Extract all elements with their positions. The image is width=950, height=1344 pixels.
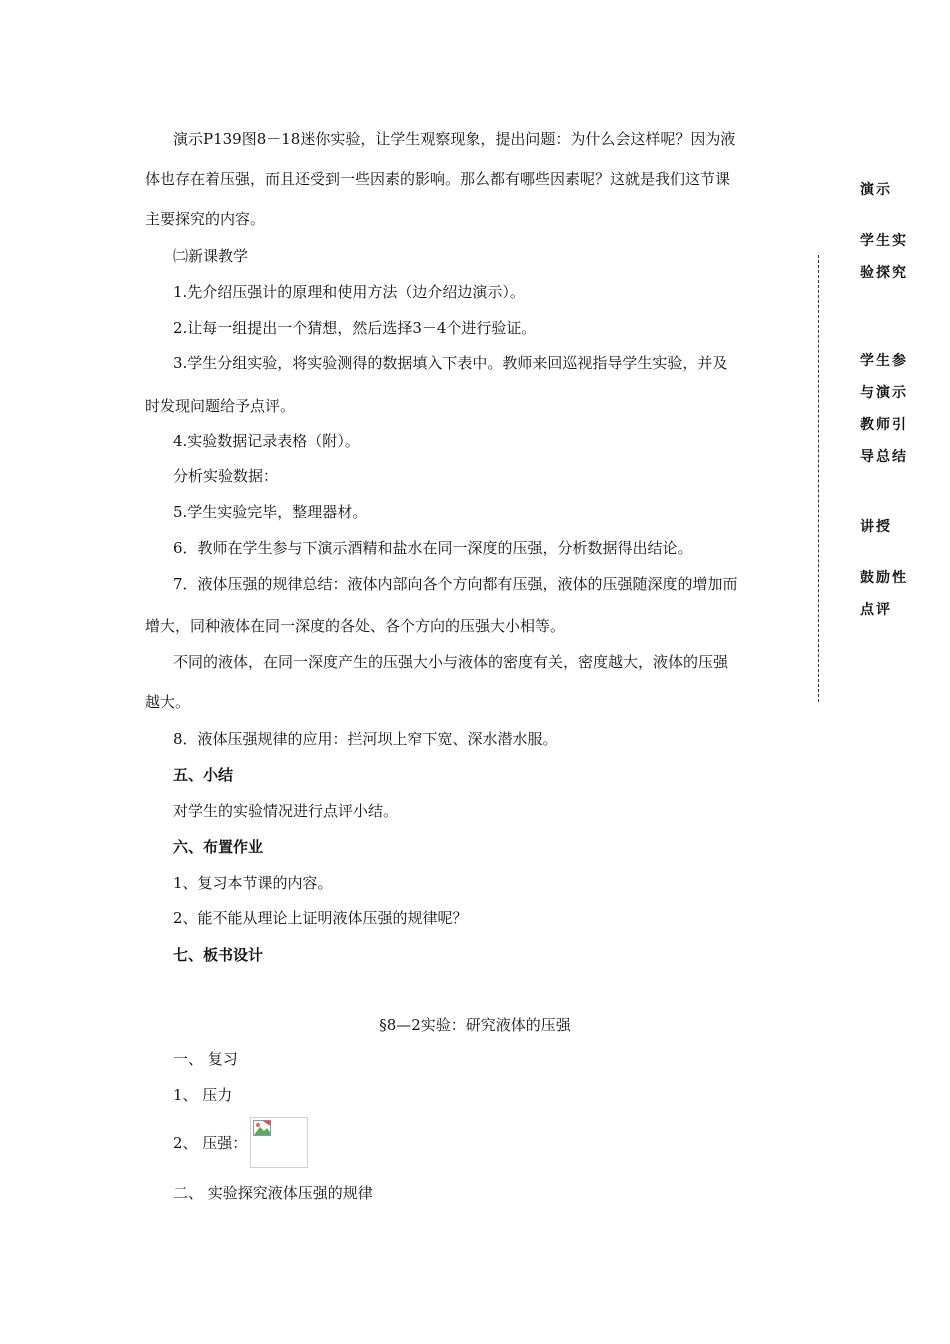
side-note-guide-2: 导总结 [860, 449, 908, 465]
homework-1: 1、复习本节课的内容。 [173, 874, 333, 892]
summary-text: 对学生的实验情况进行点评小结。 [173, 802, 399, 820]
paragraph-density-line2: 越大。 [145, 693, 191, 711]
broken-image-icon [253, 1120, 271, 1136]
side-note-student-exp-1: 学生实 [860, 233, 908, 249]
paragraph-intro-line3: 主要探究的内容。 [145, 210, 266, 228]
heading-new-lesson: ㈡新课教学 [173, 247, 249, 265]
step-8: 8．液体压强规律的应用：拦河坝上窄下宽、深水潜水服。 [173, 730, 558, 748]
side-note-participate-1: 学生参 [860, 353, 908, 369]
step-6: 6．教师在学生参与下演示酒精和盐水在同一深度的压强，分析数据得出结论。 [173, 539, 693, 557]
step-7-line1: 7．液体压强的规律总结：液体内部向各个方向都有压强，液体的压强随深度的增加而 [173, 575, 738, 593]
step-1: 1.先介绍压强计的原理和使用方法（边介绍边演示）。 [173, 283, 525, 301]
margin-dashed-line [818, 255, 819, 702]
paragraph-density-line1: 不同的液体，在同一深度产生的压强大小与液体的密度有关，密度越大，液体的压强 [173, 653, 729, 671]
side-note-lecture: 讲授 [860, 519, 892, 535]
formula-image [250, 1117, 308, 1168]
step-2: 2.让每一组提出一个猜想，然后选择3－4个进行验证。 [173, 319, 537, 337]
step-3-line2: 时发现问题给予点评。 [145, 397, 296, 415]
board-pressure: 2、 压强： [173, 1134, 248, 1152]
homework-2: 2、能不能从理论上证明液体压强的规律呢？ [173, 909, 468, 927]
side-note-encourage-1: 鼓励性 [860, 570, 908, 586]
paragraph-intro-line2: 体也存在着压强，而且还受到一些因素的影响。那么都有哪些因素呢？这就是我们这节课 [145, 170, 731, 188]
board-review: 一、 复习 [173, 1050, 238, 1068]
side-note-demo: 演示 [860, 182, 892, 198]
side-note-participate-2: 与演示 [860, 385, 908, 401]
board-title: §8—2实验：研究液体的压强 [379, 1016, 571, 1034]
board-experiment: 二、 实验探究液体压强的规律 [173, 1184, 373, 1202]
paragraph-intro-line1: 演示P139图8－18迷你实验，让学生观察现象，提出问题：为什么会这样呢？因为液 [173, 130, 736, 148]
step-5: 5.学生实验完毕，整理器材。 [173, 503, 368, 521]
step-3-line1: 3.学生分组实验，将实验测得的数据填入下表中。教师来回巡视指导学生实验，并及 [173, 354, 728, 372]
side-note-student-exp-2: 验探究 [860, 265, 908, 281]
heading-board-design: 七、板书设计 [173, 946, 264, 964]
step-7-line2: 增大，同种液体在同一深度的各处、各个方向的压强大小相等。 [145, 617, 566, 635]
heading-homework: 六、布置作业 [173, 838, 264, 856]
heading-summary: 五、小结 [173, 766, 234, 784]
side-note-guide-1: 教师引 [860, 417, 908, 433]
board-pressure-force: 1、 压力 [173, 1086, 233, 1104]
side-note-encourage-2: 点评 [860, 602, 892, 618]
step-4: 4.实验数据记录表格（附）。 [173, 432, 360, 450]
analysis-label: 分析实验数据： [173, 467, 279, 485]
